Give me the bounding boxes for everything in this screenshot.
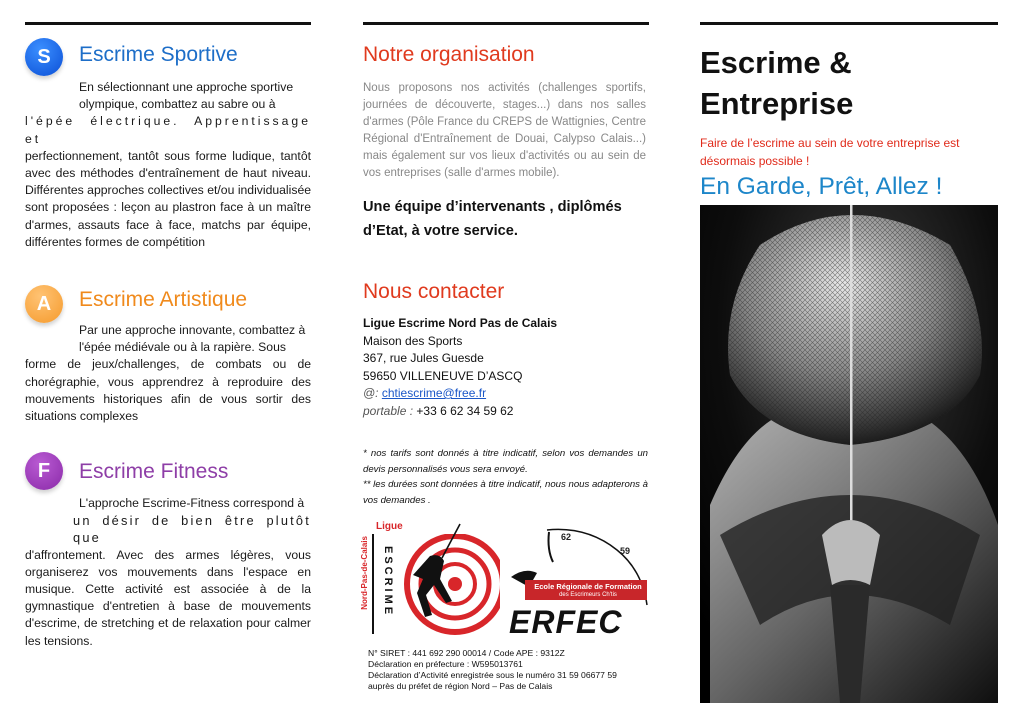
organisation-text: Nous proposons nos activités (challenges sportifs, journées de découverte, stages...) dans nos salles d'armes (Pôle France du CREPS de Wattignies, Centre Régional d'Entraînement de Douai, Calypso Calais...) mais également sur vos lieux d'activités ou au sein de vos entreprises (salle d'armes mobile). — [363, 82, 646, 179]
note-durees: ** les durées sont données à titre indicatif, nous nous adapterons à vos demandes . — [363, 479, 648, 506]
legal-block — [368, 648, 668, 692]
sportive-rest: perfectionnement, tantôt sous forme ludique, tantôt avec des méthodes d'entraînement de haut niveau. Différentes approches collectives et/ou individualisée sont proposées : leçon au plastron face à un maître d'armes, assauts face à face, matchs par équipe, différentes formes de compétition — [25, 148, 311, 249]
fitness-rest: d'affrontement. Avec des armes légères, vous organiserez vos mouvements dans l'espace en musique. Cette activité est associée à de la gymnastique d'entretien à base de mouvements d'escrime, de stretching et de relaxation pour calmer les tensions. — [25, 547, 311, 648]
fitness-title: Escrime Fitness — [79, 460, 229, 483]
note-tarifs: * nos tarifs sont donnés à titre indicatif, selon vos demandes un devis personnalisés vous sera envoyé. — [363, 448, 648, 475]
artistique-rest: forme de jeux/challenges, de combats ou de chorégraphie, vous apprendrez à reproduire des mouvements historiques afin de vous sortir des situations complexes — [25, 357, 311, 424]
team-text: Une équipe d’intervenants , diplômés d’Etat, à votre service. — [363, 199, 622, 239]
column1-top-rule — [25, 22, 311, 25]
organisation-title: Notre organisation — [363, 43, 535, 66]
fencer-photo — [700, 205, 998, 703]
artistique-line1: Par une approche innovante, combattez à — [79, 323, 306, 337]
sportive-title: Escrime Sportive — [79, 43, 238, 66]
contact-place: Maison des Sports — [363, 333, 463, 348]
fitness-line1: L'approche Escrime-Fitness correspond à — [79, 496, 305, 510]
artistique-badge-icon: A — [25, 285, 63, 323]
cover-title-line1: Escrime & — [700, 45, 852, 80]
contact-city: 59650 VILLENEUVE D’ASCQ — [363, 368, 523, 383]
legal-activite: Déclaration d’Activité enregistrée sous le numéro 31 59 06677 59 — [368, 670, 617, 680]
cover-slogan: En Garde, Prêt, Allez ! — [700, 173, 943, 200]
contact-org: Ligue Escrime Nord Pas de Calais — [363, 316, 558, 330]
ligue-escrime-logo — [360, 516, 500, 646]
contact-street: 367, rue Jules Guesde — [363, 351, 484, 365]
erfec-59: 59 — [620, 546, 631, 556]
ligue-logo-graphic — [360, 516, 500, 646]
sportive-line3: l'épée électrique. Apprentissage et — [25, 114, 311, 146]
cover-subtitle: Faire de l’escrime au sein de votre entreprise est désormais possible ! — [700, 136, 960, 168]
contact-email-row — [363, 385, 557, 403]
erfec-code: ERFEC — [509, 604, 623, 640]
phone-number: +33 6 62 34 59 62 — [416, 403, 514, 418]
legal-prefet: auprès du préfet de région Nord – Pas de Calais — [368, 681, 553, 691]
email-link[interactable]: chtiescrime@free.fr — [381, 386, 487, 400]
sportive-text — [25, 79, 311, 251]
notes-block — [363, 446, 648, 508]
artistique-line2: l'épée médiévale ou à la rapière. Sous — [79, 340, 286, 355]
fitness-badge-icon: F — [25, 452, 63, 490]
ligue-logo-ligue-text: Ligue — [376, 521, 403, 532]
column2-top-rule — [363, 22, 649, 25]
phone-label: portable : — [363, 403, 414, 418]
legal-prefecture: Déclaration en préfecture : W595013761 — [368, 659, 523, 669]
cover-title-line2: Entreprise — [700, 86, 854, 121]
sportive-badge-icon: S — [25, 38, 63, 76]
contact-block — [363, 315, 557, 420]
contact-title: Nous contacter — [363, 280, 505, 303]
erfec-logo — [505, 522, 650, 642]
sportive-line1: En sélectionnant une approche sportive — [79, 80, 294, 94]
ligue-logo-escrime-text: ESCRIME — [382, 546, 394, 618]
fencer-photo-graphic — [700, 205, 998, 703]
email-label: @: — [363, 386, 379, 400]
erfec-line1: Ecole Régionale de Formation — [534, 582, 642, 591]
sportive-line2: olympique, combattez au sabre ou à — [79, 97, 276, 112]
artistique-title: Escrime Artistique — [79, 288, 248, 311]
erfec-62: 62 — [561, 532, 572, 542]
fitness-text — [25, 495, 311, 650]
fitness-line2: un désir de bien être plutôt que — [73, 513, 311, 546]
ligue-logo-region-text: Nord-Pas-de-Calais — [360, 536, 369, 610]
erfec-line2: des Escrimeurs Ch'tis — [559, 592, 617, 598]
artistique-text — [25, 322, 311, 425]
column3-top-rule — [700, 22, 998, 25]
contact-phone-row — [363, 403, 557, 421]
legal-siret: N° SIRET : 441 692 290 00014 / Code APE : 9312Z — [368, 648, 565, 658]
